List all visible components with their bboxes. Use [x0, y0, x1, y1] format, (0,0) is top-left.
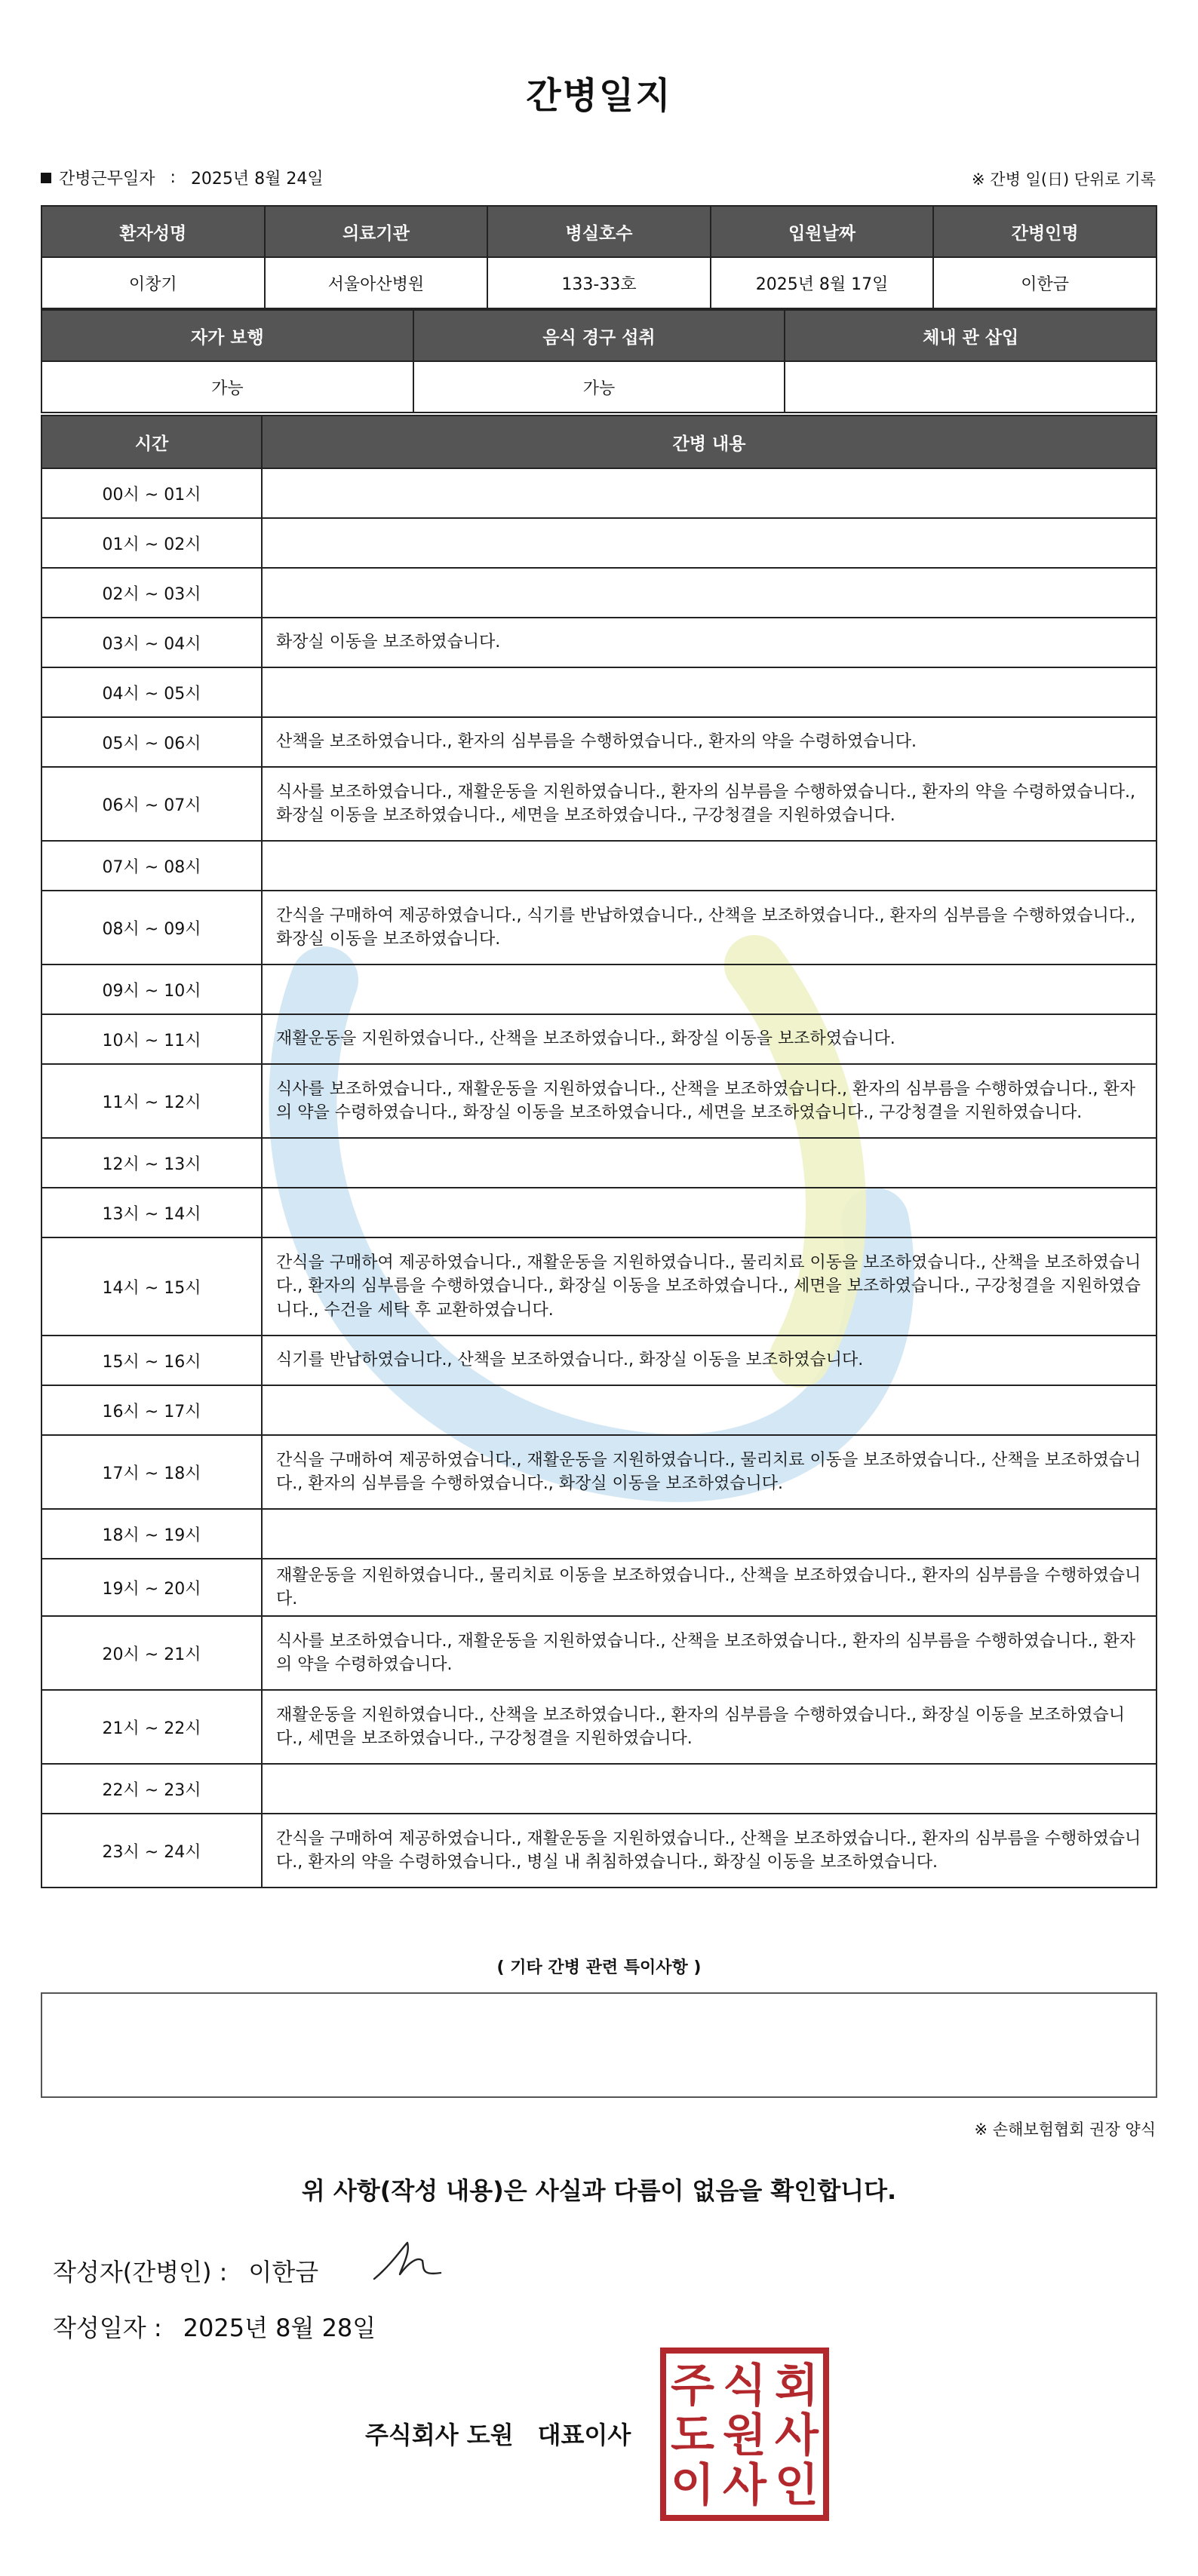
svg-text:인: 인 [775, 2459, 819, 2512]
log-time: 09시 ~ 10시 [41, 964, 262, 1014]
header-room-number: 병실호수 [487, 206, 711, 257]
hospital-name: 서울아산병원 [265, 257, 488, 308]
log-content: 식사를 보조하였습니다., 재활운동을 지원하였습니다., 산책을 보조하였습니다., 환자의 심부름을 수행하였습니다., 환자의 약을 수령하였습니다. [262, 1616, 1157, 1690]
caregiver-name: 이한금 [933, 257, 1157, 308]
confirmation-statement: 위 사항(작성 내용)은 사실과 다름이 없음을 확인합니다. [301, 2176, 897, 2205]
patient-status-header-row [41, 310, 1157, 361]
log-content: 간식을 구매하여 제공하였습니다., 식기를 반납하였습니다., 산책을 보조하였습니다., 환자의 심부름을 수행하였습니다., 화장실 이동을 보조하였습니다. [262, 891, 1157, 964]
log-content [262, 1138, 1157, 1188]
log-time: 13시 ~ 14시 [41, 1188, 262, 1237]
patient-info-value-row [41, 257, 1157, 308]
log-time: 01시 ~ 02시 [41, 518, 262, 568]
table-row [41, 1064, 1157, 1138]
header-oral-intake: 음식 경구 섭취 [413, 310, 785, 361]
table-row [41, 1138, 1157, 1188]
log-content [262, 1764, 1157, 1814]
header-self-walking: 자가 보행 [41, 310, 413, 361]
log-time: 16시 ~ 17시 [41, 1385, 262, 1435]
svg-text:회: 회 [775, 2360, 819, 2412]
header-patient-name: 환자성명 [41, 206, 265, 257]
square-bullet-icon [41, 173, 51, 183]
log-content: 간식을 구매하여 제공하였습니다., 재활운동을 지원하였습니다., 물리치료 이동을 보조하였습니다., 산책을 보조하였습니다., 환자의 심부름을 수행하였습니다., 화장실 이동을 보조하였습니다. [262, 1435, 1157, 1509]
table-row [41, 964, 1157, 1014]
table-row [41, 1385, 1157, 1435]
writer-name: 이한금 [248, 2258, 319, 2286]
log-content: 식사를 보조하였습니다., 재활운동을 지원하였습니다., 산책을 보조하였습니다., 환자의 심부름을 수행하였습니다., 환자의 약을 수령하였습니다., 화장실 이동을 보조하였습니다., 세면을 보조하였습니다., 구강청결을 지원하였습니다. [262, 1064, 1157, 1138]
header-admission-date: 입원날짜 [711, 206, 934, 257]
log-time: 00시 ~ 01시 [41, 468, 262, 518]
self-walking-value: 가능 [41, 361, 413, 412]
log-time: 05시 ~ 06시 [41, 717, 262, 767]
writer-label: 작성자(간병인) : [53, 2258, 228, 2286]
log-time: 20시 ~ 21시 [41, 1616, 262, 1690]
svg-text:주: 주 [671, 2360, 714, 2412]
svg-text:이: 이 [671, 2459, 714, 2512]
company-line [365, 2416, 631, 2451]
svg-text:도: 도 [671, 2409, 714, 2462]
svg-text:원: 원 [723, 2409, 766, 2462]
svg-text:사: 사 [723, 2459, 766, 2512]
log-content: 간식을 구매하여 제공하였습니다., 재활운동을 지원하였습니다., 물리치료 이동을 보조하였습니다., 산책을 보조하였습니다., 환자의 심부름을 수행하였습니다., 화장실 이동을 보조하였습니다., 세면을 보조하였습니다., 구강청결을 지원하였습니다., 수건을 세탁 후 교환하였습니다. [262, 1237, 1157, 1336]
work-date-value: 2025년 8월 24일 [190, 170, 324, 189]
log-content: 식사를 보조하였습니다., 재활운동을 지원하였습니다., 환자의 심부름을 수행하였습니다., 환자의 약을 수령하였습니다., 화장실 이동을 보조하였습니다., 세면을 보조하였습니다., 구강청결을 지원하였습니다. [262, 767, 1157, 841]
document-title: 간병일지 [526, 75, 672, 117]
log-time: 22시 ~ 23시 [41, 1764, 262, 1814]
log-content [262, 841, 1157, 891]
log-content: 간식을 구매하여 제공하였습니다., 재활운동을 지원하였습니다., 산책을 보조하였습니다., 환자의 심부름을 수행하였습니다., 환자의 약을 수령하였습니다., 병실 내 취침하였습니다., 화장실 이동을 보조하였습니다. [262, 1814, 1157, 1888]
patient-info-table [41, 205, 1157, 309]
table-row [41, 891, 1157, 964]
table-row [41, 1559, 1157, 1616]
log-time: 14시 ~ 15시 [41, 1237, 262, 1336]
table-row [41, 618, 1157, 667]
log-content: 식기를 반납하였습니다., 산책을 보조하였습니다., 화장실 이동을 보조하였습니다. [262, 1336, 1157, 1385]
patient-status-value-row [41, 361, 1157, 412]
company-name: 주식회사 도원 [365, 2421, 514, 2449]
log-time: 18시 ~ 19시 [41, 1509, 262, 1559]
log-time: 12시 ~ 13시 [41, 1138, 262, 1188]
log-content [262, 518, 1157, 568]
log-content: 화장실 이동을 보조하였습니다. [262, 618, 1157, 667]
log-time: 08시 ~ 09시 [41, 891, 262, 964]
log-time: 15시 ~ 16시 [41, 1336, 262, 1385]
log-time: 06시 ~ 07시 [41, 767, 262, 841]
log-time: 17시 ~ 18시 [41, 1435, 262, 1509]
table-row [41, 1188, 1157, 1237]
log-time: 10시 ~ 11시 [41, 1014, 262, 1064]
log-time: 23시 ~ 24시 [41, 1814, 262, 1888]
notes-title: ( 기타 간병 관련 특이사항 ) [496, 1958, 702, 1977]
table-row [41, 667, 1157, 717]
table-row [41, 1764, 1157, 1814]
log-content: 재활운동을 지원하였습니다., 산책을 보조하였습니다., 화장실 이동을 보조하였습니다. [262, 1014, 1157, 1064]
writer-line [53, 2253, 318, 2288]
svg-text:식: 식 [723, 2360, 766, 2412]
table-row [41, 841, 1157, 891]
svg-text:사: 사 [775, 2409, 819, 2462]
log-content [262, 568, 1157, 618]
table-row [41, 1690, 1157, 1764]
work-date-label: 간병근무일자 [59, 170, 155, 189]
patient-status-table [41, 309, 1157, 413]
log-time: 07시 ~ 08시 [41, 841, 262, 891]
header-time: 시간 [41, 416, 262, 468]
table-row [41, 1336, 1157, 1385]
log-content [262, 667, 1157, 717]
log-time: 21시 ~ 22시 [41, 1690, 262, 1764]
table-row [41, 1814, 1157, 1888]
log-content [262, 468, 1157, 518]
oral-intake-value: 가능 [413, 361, 785, 412]
room-number: 133-33호 [487, 257, 711, 308]
table-row [41, 1435, 1157, 1509]
log-content: 재활운동을 지원하였습니다., 산책을 보조하였습니다., 환자의 심부름을 수행하였습니다., 화장실 이동을 보조하였습니다., 세면을 보조하였습니다., 구강청결을 지원하였습니다. [262, 1690, 1157, 1764]
log-time: 04시 ~ 05시 [41, 667, 262, 717]
log-content [262, 1385, 1157, 1435]
log-content: 산책을 보조하였습니다., 환자의 심부름을 수행하였습니다., 환자의 약을 수령하였습니다. [262, 717, 1157, 767]
patient-info-header-row [41, 206, 1157, 257]
log-time: 02시 ~ 03시 [41, 568, 262, 618]
admission-date: 2025년 8월 17일 [711, 257, 934, 308]
record-unit-note: ※ 간병 일(日) 단위로 기록 [972, 170, 1156, 189]
header-care-content: 간병 내용 [262, 416, 1157, 468]
log-time: 19시 ~ 20시 [41, 1559, 262, 1616]
log-content [262, 1509, 1157, 1559]
care-log-body [41, 468, 1157, 1888]
log-content: 재활운동을 지원하였습니다., 물리치료 이동을 보조하였습니다., 산책을 보조하였습니다., 환자의 심부름을 수행하였습니다. [262, 1559, 1157, 1616]
ceo-title: 대표이사 [537, 2421, 631, 2449]
written-date-label: 작성일자 : [53, 2314, 162, 2342]
log-content [262, 964, 1157, 1014]
care-log-table [41, 415, 1157, 1888]
table-row [41, 1616, 1157, 1690]
log-time: 11시 ~ 12시 [41, 1064, 262, 1138]
table-row [41, 518, 1157, 568]
log-content [262, 1188, 1157, 1237]
signature-icon [368, 2235, 451, 2288]
table-row [41, 717, 1157, 767]
written-date-value: 2025년 8월 28일 [183, 2314, 376, 2342]
care-log-header-row [41, 416, 1157, 468]
log-time: 03시 ~ 04시 [41, 618, 262, 667]
header-hospital: 의료기관 [265, 206, 488, 257]
header-caregiver-name: 간병인명 [933, 206, 1157, 257]
header-tube-insertion: 체내 관 삽입 [785, 310, 1157, 361]
table-row [41, 1509, 1157, 1559]
notes-box [41, 1992, 1157, 2098]
table-row [41, 767, 1157, 841]
work-date-colon: : [170, 168, 176, 187]
form-source-note: ※ 손해보험협회 권장 양식 [974, 2121, 1156, 2139]
tube-insertion-value [785, 361, 1157, 412]
company-seal-icon [659, 2347, 830, 2522]
written-date-line [53, 2309, 376, 2344]
patient-name: 이창기 [41, 257, 265, 308]
table-row [41, 568, 1157, 618]
table-row [41, 1014, 1157, 1064]
table-row [41, 1237, 1157, 1336]
work-date-line [41, 166, 324, 189]
table-row [41, 468, 1157, 518]
